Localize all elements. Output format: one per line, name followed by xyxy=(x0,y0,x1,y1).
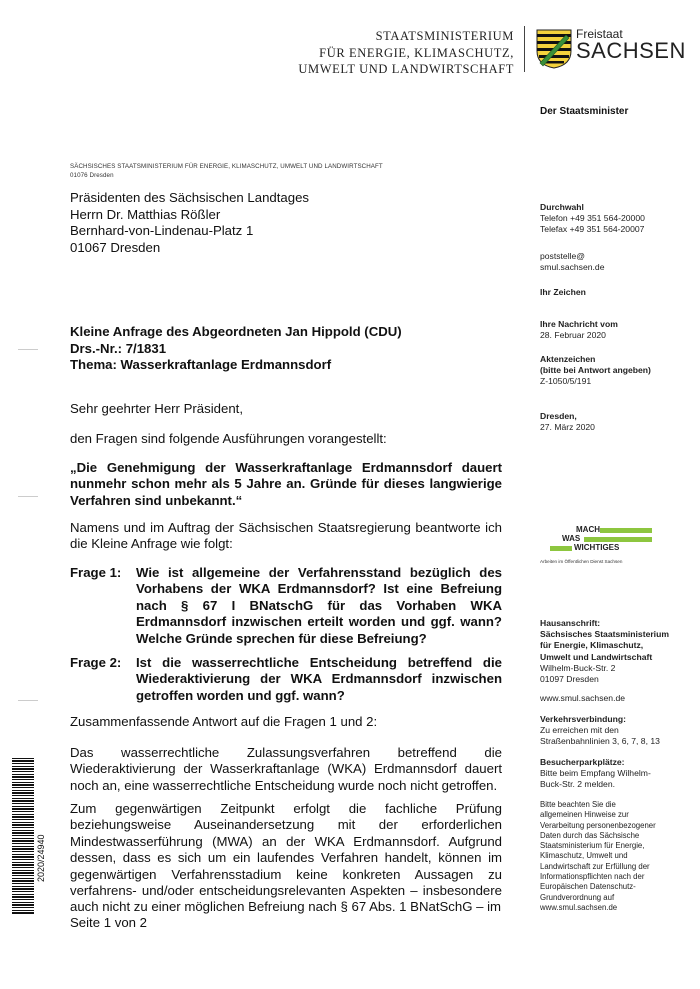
hausanschrift-block xyxy=(540,618,690,685)
logo-word-wichtiges: WICHTIGES xyxy=(574,543,620,552)
barcode xyxy=(12,758,34,915)
recipient-line: Präsidenten des Sächsischen Landtages xyxy=(70,190,310,205)
fold-mark xyxy=(18,496,38,497)
besucher-line: Bitte beim Empfang Wilhelm- xyxy=(540,768,651,779)
barcode-number: 2020/24940 xyxy=(36,834,46,882)
hausanschrift-line: Umwelt und Landwirtschaft xyxy=(540,651,653,662)
durchwahl-label: Durchwahl xyxy=(540,202,584,212)
telefon: Telefon +49 351 564-20000 xyxy=(540,213,645,224)
question-label: Frage 1: xyxy=(70,565,122,580)
subject-line: Kleine Anfrage des Abgeordneten Jan Hippold (CDU) xyxy=(70,324,402,339)
fold-mark xyxy=(18,349,38,350)
aktenzeichen-hint: (bitte bei Antwort angeben) xyxy=(540,365,651,376)
verkehr-line: Zu erreichen mit den xyxy=(540,725,619,736)
subject-line: Thema: Wasserkraftanlage Erdmannsdorf xyxy=(70,357,332,372)
summary-heading: Zusammenfassende Antwort auf die Fragen 1 und 2: xyxy=(70,714,378,729)
date-block xyxy=(540,411,690,433)
hausanschrift-line: Sächsisches Staatsministerium xyxy=(540,629,669,640)
quoted-statement: „Die Genehmigung der Wasserkraftanlage Erdmannsdorf dauert nunmehr schon mehr als 5 Jahre an. Gründe für dieses langwierige Verfahren sind unbekannt.“ xyxy=(70,460,502,508)
subject-block xyxy=(70,324,402,374)
datenschutz-line: Grundverordnung auf xyxy=(540,892,615,902)
hausanschrift-line: für Energie, Klimaschutz, xyxy=(540,640,644,651)
datenschutz-line: Landwirtschaft zur Erfüllung der xyxy=(540,861,650,871)
email-line: smul.sachsen.de xyxy=(540,262,605,273)
datenschutz-line: Europäischen Datenschutz- xyxy=(540,882,636,892)
question-2 xyxy=(70,655,502,704)
datenschutz-line: Verarbeitung personenbezogener xyxy=(540,820,656,830)
website-link[interactable]: www.smul.sachsen.de xyxy=(540,693,626,703)
answer-paragraph: Das wasserrechtliche Zulassungsverfahren betreffend die Wiederaktivierung der Wasserkraftanlage (WKA) Erdmannsdorf dauert noch an, eine wasserrechtliche Entscheidung wurde noch nicht getroffen. xyxy=(70,745,502,793)
ihre-nachricht-date: 28. Februar 2020 xyxy=(540,330,606,341)
datenschutz-line: Daten durch das Sächsische xyxy=(540,830,640,840)
signatory-role: Der Staatsminister xyxy=(540,106,629,117)
ministry-line: UMWELT UND LANDWIRTSCHAFT xyxy=(298,62,514,76)
question-text: Ist die wasserrechtliche Entscheidung betreffend die Wiederaktivierung der WKA Erdmannsdorf inzwischen getroffen worden und ggf. wann? xyxy=(136,655,502,703)
telefax: Telefax +49 351 564-20007 xyxy=(540,224,645,235)
hausanschrift-street: Wilhelm-Buck-Str. 2 xyxy=(540,662,616,673)
question-text: Wie ist allgemeine der Verfahrensstand bezüglich des Vorhabens der WKA Erdmannsdorf? Ist eine Befreiung nach § 67 I BNatschG für das Vorhaben WKA Erdmannsdorf inzwischen erteilt worden und ggf. wann? Welche Gründe sprechen für diese Befreiung? xyxy=(136,565,502,646)
ihr-zeichen-label: Ihr Zeichen xyxy=(540,287,586,297)
logo-word-mach: MACH xyxy=(576,525,600,534)
ihre-nachricht-label: Ihre Nachricht vom xyxy=(540,319,618,329)
question-1 xyxy=(70,565,502,647)
contact-block xyxy=(540,202,690,236)
logo-word-was: WAS xyxy=(562,534,581,543)
aktenzeichen-block xyxy=(540,354,690,388)
sender-ministry: SÄCHSISCHES STAATSMINISTERIUM FÜR ENERGIE, KLIMASCHUTZ, UMWELT UND LANDWIRTSCHAFT xyxy=(70,163,383,170)
subject-line: Drs.-Nr.: 7/1831 xyxy=(70,340,167,356)
datenschutz-line: Klimaschutz, Umwelt und xyxy=(540,851,628,861)
page-number: Seite 1 von 2 xyxy=(70,915,147,930)
sachsen-wordmark: SACHSEN xyxy=(576,38,686,63)
recipient-line: Bernhard-von-Lindenau-Platz 1 xyxy=(70,223,254,238)
ministry-line: FÜR ENERGIE, KLIMASCHUTZ, xyxy=(319,45,514,60)
ministry-line: STAATSMINISTERIUM xyxy=(375,29,514,43)
fold-mark xyxy=(18,700,38,701)
aktenzeichen-value: Z-1050/5/191 xyxy=(540,376,592,387)
logo-subtitle: Arbeiten im Öffentlichen Dienst Sachsen xyxy=(540,559,623,564)
verkehr-label: Verkehrsverbindung: xyxy=(540,714,626,724)
logo-bar xyxy=(584,537,652,542)
mach-was-wichtiges-logo xyxy=(540,525,652,567)
answer-paragraph: Zum gegenwärtigen Zeitpunkt erfolgt die fachliche Prüfung beziehungsweise Auseinandersetzung mit der erforderlichen Mindestwasserführung (MWA) an der WKA Erdmannsdorf. Aufgrund dessen, dass es sich um ein laufendes Verfahren handelt, können im gegenwärtigen Verfahrensstadium keine konkreten Aussagen zu verfahrens- und/oder entscheidungsrelevanten Aspekten – insbesondere auch nicht zu einer möglichen Befreiung nach § 67 Abs. 1 BNatSchG – im xyxy=(70,801,502,915)
recipient-line: Herrn Dr. Matthias Rößler xyxy=(70,206,221,222)
besucher-label: Besucherparkplätze: xyxy=(540,757,625,767)
datenschutz-line: Staatsministerium für Energie, xyxy=(540,841,645,851)
place: Dresden, xyxy=(540,411,577,421)
letter-date: 27. März 2020 xyxy=(540,422,595,433)
ministry-name xyxy=(298,28,514,78)
saxony-coat-of-arms-icon xyxy=(536,29,572,69)
hausanschrift-city: 01097 Dresden xyxy=(540,674,599,685)
datenschutz-line: Informationspflichten nach der xyxy=(540,872,645,882)
hausanschrift-label: Hausanschrift: xyxy=(540,618,601,628)
besucher-block xyxy=(540,757,690,791)
question-label: Frage 2: xyxy=(70,655,122,670)
sender-line xyxy=(70,163,383,180)
intro-paragraph: den Fragen sind folgende Ausführungen vorangestellt: xyxy=(70,431,387,446)
logo-bar xyxy=(550,546,572,551)
datenschutz-line: www.smul.sachsen.de xyxy=(540,902,618,912)
besucher-line: Buck-Str. 2 melden. xyxy=(540,779,615,790)
salutation: Sehr geehrter Herr Präsident, xyxy=(70,401,243,416)
email-line: poststelle@ xyxy=(540,251,586,261)
logo-bar xyxy=(600,528,652,533)
recipient-address xyxy=(70,190,309,256)
freistaat-label: Freistaat xyxy=(576,27,623,41)
aktenzeichen-label: Aktenzeichen xyxy=(540,354,596,364)
datenschutz-line: allgemeinen Hinweise zur xyxy=(540,810,629,820)
letterhead-divider xyxy=(524,26,525,72)
answer-intro: Namens und im Auftrag der Sächsischen Staatsregierung beantworte ich die Kleine Anfrage wie folgt: xyxy=(70,520,502,552)
sender-city: 01076 Dresden xyxy=(70,171,114,179)
email-block xyxy=(540,251,690,273)
recipient-line: 01067 Dresden xyxy=(70,239,161,255)
verkehr-line: Straßenbahnlinien 3, 6, 7, 8, 13 xyxy=(540,736,660,747)
datenschutz-block xyxy=(540,800,690,913)
datenschutz-line: Bitte beachten Sie die xyxy=(540,800,616,809)
verkehr-block xyxy=(540,714,690,748)
ihre-nachricht-block xyxy=(540,319,690,341)
